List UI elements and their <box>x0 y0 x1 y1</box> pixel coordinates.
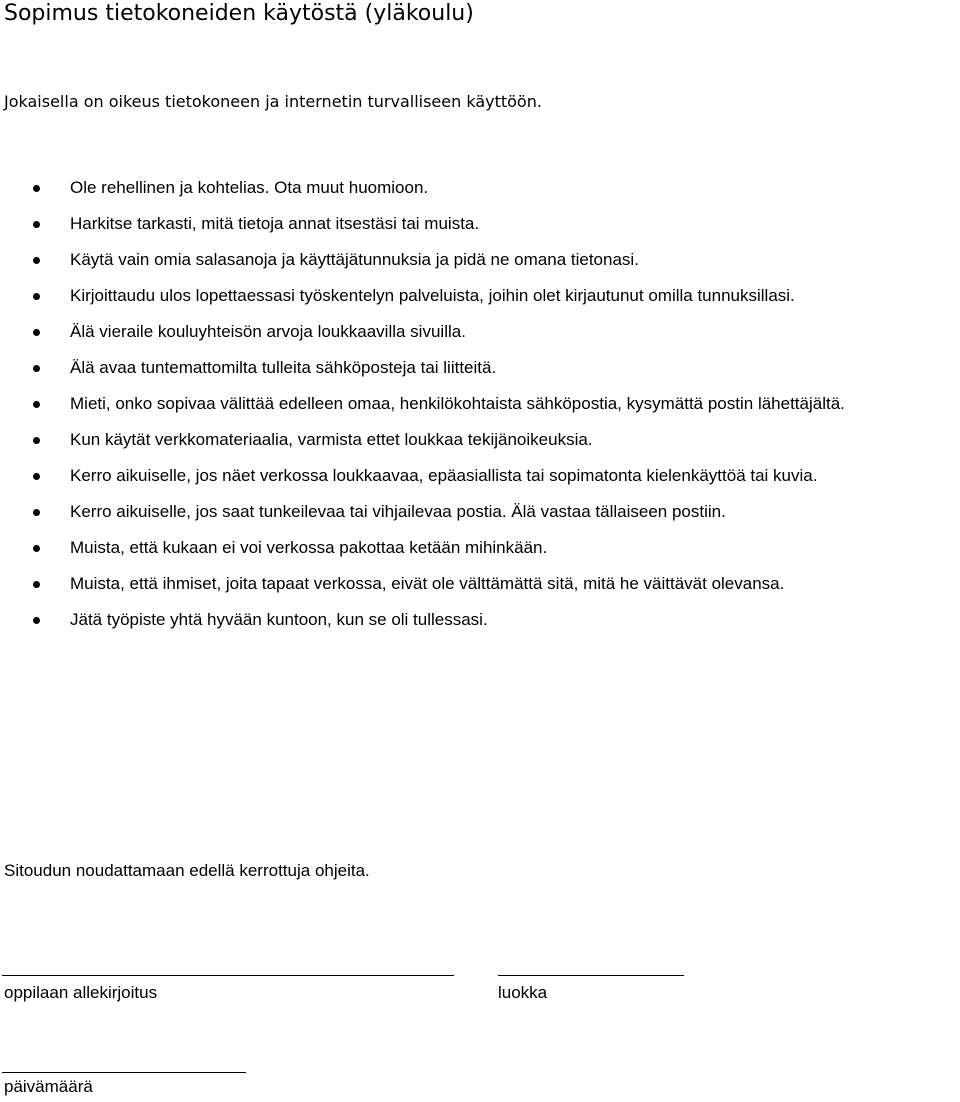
rule-item <box>0 602 960 638</box>
rule-text: Muista, että kukaan ei voi verkossa pakottaa ketään mihinkään. <box>70 538 548 557</box>
bullet-icon <box>33 293 40 300</box>
bullet-icon <box>33 437 40 444</box>
class-line <box>498 975 684 976</box>
date-label: päivämäärä <box>4 1077 93 1096</box>
rule-item <box>0 314 960 350</box>
bullet-icon <box>33 401 40 408</box>
rule-item <box>0 530 960 566</box>
rule-text: Muista, että ihmiset, joita tapaat verkossa, eivät ole välttämättä sitä, mitä he väittävät olevansa. <box>70 574 785 593</box>
rule-item <box>0 278 960 314</box>
rule-text: Harkitse tarkasti, mitä tietoja annat itsestäsi tai muista. <box>70 214 480 233</box>
rule-text: Jätä työpiste yhtä hyvään kuntoon, kun se oli tullessasi. <box>70 610 488 629</box>
date-line <box>2 1072 246 1073</box>
intro-statement: Jokaisella on oikeus tietokoneen ja internetin turvalliseen käyttöön. <box>4 92 542 111</box>
rule-text: Käytä vain omia salasanoja ja käyttäjätunnuksia ja pidä ne omana tietonasi. <box>70 250 639 269</box>
rule-item <box>0 386 960 422</box>
rule-item <box>0 242 960 278</box>
rule-text: Kerro aikuiselle, jos näet verkossa loukkaavaa, epäasiallista tai sopimatonta kielenkäyttöä tai kuvia. <box>70 466 818 485</box>
rule-text: Kun käytät verkkomateriaalia, varmista ettet loukkaa tekijänoikeuksia. <box>70 430 593 449</box>
bullet-icon <box>33 581 40 588</box>
bullet-icon <box>33 473 40 480</box>
rule-item <box>0 494 960 530</box>
bullet-icon <box>33 221 40 228</box>
student-signature-label: oppilaan allekirjoitus <box>4 983 158 1002</box>
bullet-icon <box>33 365 40 372</box>
rule-item <box>0 206 960 242</box>
document-title: Sopimus tietokoneiden käytöstä (yläkoulu) <box>4 1 474 26</box>
bullet-icon <box>33 617 40 624</box>
bullet-icon <box>33 185 40 192</box>
class-label: luokka <box>498 983 548 1002</box>
rule-item <box>0 458 960 494</box>
rule-item <box>0 170 960 206</box>
rule-text: Ole rehellinen ja kohtelias. Ota muut huomioon. <box>70 178 429 197</box>
bullet-icon <box>33 257 40 264</box>
rule-text: Kirjoittaudu ulos lopettaessasi työskentelyn palveluista, joihin olet kirjautunut omilla tunnuksillasi. <box>70 286 795 305</box>
commitment-statement: Sitoudun noudattamaan edellä kerrottuja ohjeita. <box>4 861 370 880</box>
bullet-icon <box>33 545 40 552</box>
rule-item <box>0 422 960 458</box>
rule-text: Mieti, onko sopivaa välittää edelleen omaa, henkilökohtaista sähköpostia, kysymättä postin lähettäjältä. <box>70 394 845 413</box>
student-signature-line <box>2 975 454 976</box>
rule-item <box>0 350 960 386</box>
rule-item <box>0 566 960 602</box>
rule-text: Älä vieraile kouluyhteisön arvoja loukkaavilla sivuilla. <box>70 322 466 341</box>
rules-list <box>0 170 960 638</box>
rule-text: Kerro aikuiselle, jos saat tunkeilevaa tai vihjailevaa postia. Älä vastaa tällaiseen postiin. <box>70 502 726 521</box>
bullet-icon <box>33 509 40 516</box>
rule-text: Älä avaa tuntemattomilta tulleita sähköposteja tai liitteitä. <box>70 358 497 377</box>
bullet-icon <box>33 329 40 336</box>
